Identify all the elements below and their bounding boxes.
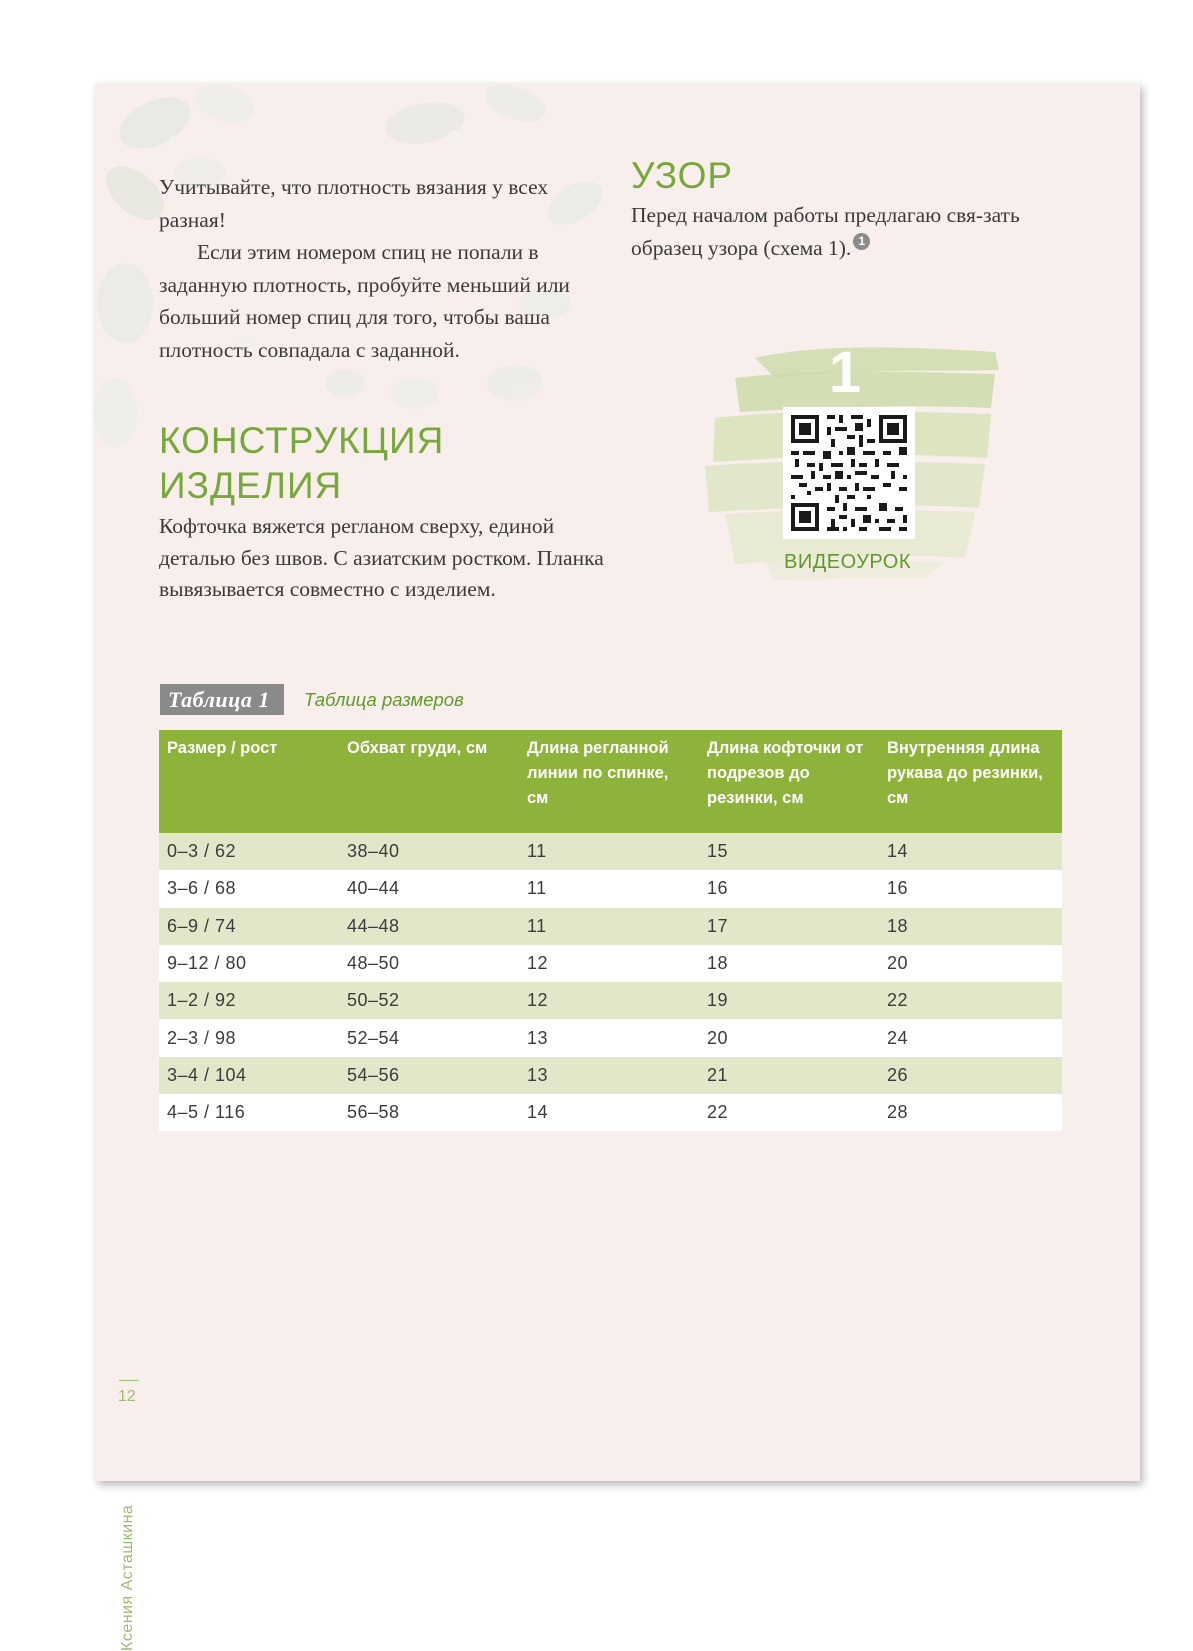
table-header-row: [159, 730, 1062, 833]
table-cell: 54–56: [339, 1057, 519, 1094]
table-row: [159, 870, 1062, 907]
book-page: [95, 83, 1140, 1651]
table-cell: 11: [519, 870, 699, 907]
table-cell: 22: [699, 1094, 879, 1131]
note-number-badge: 1: [853, 233, 870, 250]
table-tag: Таблица 1: [160, 684, 284, 715]
table-cell: 20: [879, 945, 1062, 982]
construction-text-block: [159, 511, 609, 606]
table-cell: 0–3 / 62: [159, 833, 339, 870]
header-length: Длина кофточки от подрезов до резинки, см: [699, 730, 879, 833]
table-cell: 4–5 / 116: [159, 1094, 339, 1131]
table-cell: 28: [879, 1094, 1062, 1131]
intro-line-2: Если этим номером спиц не попали в заданную плотность, пробуйте меньший или больший номер спиц для того, чтобы ваша плотность совпадала с заданной.: [159, 240, 570, 362]
table-cell: 1–2 / 92: [159, 982, 339, 1019]
qr-code-icon: [783, 407, 915, 539]
table-row: [159, 1057, 1062, 1094]
table-cell: 6–9 / 74: [159, 908, 339, 945]
table-cell: 20: [699, 1019, 879, 1056]
pattern-text: Перед началом работы предлагаю свя-зать образец узора (схема 1).: [631, 203, 1020, 260]
table-row: [159, 1094, 1062, 1131]
video-label: ВИДЕОУРОК: [783, 551, 912, 573]
table-row: [159, 982, 1062, 1019]
table-cell: 18: [879, 908, 1062, 945]
table-row: [159, 908, 1062, 945]
table-cell: 16: [879, 870, 1062, 907]
author-name: Ксения Асташкина: [119, 1504, 136, 1651]
table-cell: 12: [519, 982, 699, 1019]
header-size: Размер / рост: [159, 730, 339, 833]
table-cell: 19: [699, 982, 879, 1019]
table-cell: 14: [519, 1094, 699, 1131]
header-raglan: Длина регланной линии по спинке, см: [519, 730, 699, 833]
table-cell: 3–4 / 104: [159, 1057, 339, 1094]
table-cell: 17: [699, 908, 879, 945]
table-cell: 14: [879, 833, 1062, 870]
table-caption: [160, 684, 464, 715]
intro-paragraph: [159, 171, 609, 366]
table-cell: 3–6 / 68: [159, 870, 339, 907]
table-cell: 12: [519, 945, 699, 982]
construction-heading: [159, 418, 444, 508]
header-sleeve: Внутренняя длина рукава до резинки, см: [879, 730, 1062, 833]
table-cell: 44–48: [339, 908, 519, 945]
table-title: Таблица размеров: [303, 688, 464, 710]
table-cell: 15: [699, 833, 879, 870]
table-cell: 18: [699, 945, 879, 982]
table-cell: 11: [519, 833, 699, 870]
table-row: [159, 945, 1062, 982]
qr-code[interactable]: [783, 407, 915, 539]
intro-line-1: Учитывайте, что плотность вязания у всех разная!: [159, 175, 549, 232]
table-cell: 56–58: [339, 1094, 519, 1131]
table-cell: 38–40: [339, 833, 519, 870]
table-cell: 2–3 / 98: [159, 1019, 339, 1056]
table-cell: 22: [879, 982, 1062, 1019]
table-cell: 24: [879, 1019, 1062, 1056]
table-cell: 9–12 / 80: [159, 945, 339, 982]
table-cell: 48–50: [339, 945, 519, 982]
size-table: [159, 730, 1062, 1131]
table-cell: 50–52: [339, 982, 519, 1019]
author-name-vertical: [119, 1191, 139, 1651]
pattern-text-block: [631, 199, 1051, 264]
construction-heading-line-1: КОНСТРУКЦИЯ: [159, 420, 445, 461]
pattern-heading: УЗОР: [631, 155, 734, 196]
footer-divider: [119, 1380, 139, 1381]
table-cell: 40–44: [339, 870, 519, 907]
construction-text: Кофточка вяжется регланом сверху, единой деталью без швов. С азиатским ростком. Планка вывязывается совместно с изделием.: [159, 514, 604, 601]
video-number: 1: [828, 340, 862, 405]
table-row: [159, 833, 1062, 870]
table-cell: 21: [699, 1057, 879, 1094]
table-cell: 52–54: [339, 1019, 519, 1056]
construction-heading-line-2: ИЗДЕЛИЯ: [159, 465, 343, 506]
table-cell: 13: [519, 1019, 699, 1056]
page-number: 12: [118, 1388, 136, 1405]
table-cell: 13: [519, 1057, 699, 1094]
table-cell: 11: [519, 908, 699, 945]
table-cell: 26: [879, 1057, 1062, 1094]
table-row: [159, 1019, 1062, 1056]
table-cell: 16: [699, 870, 879, 907]
header-chest: Обхват груди, см: [339, 730, 519, 833]
